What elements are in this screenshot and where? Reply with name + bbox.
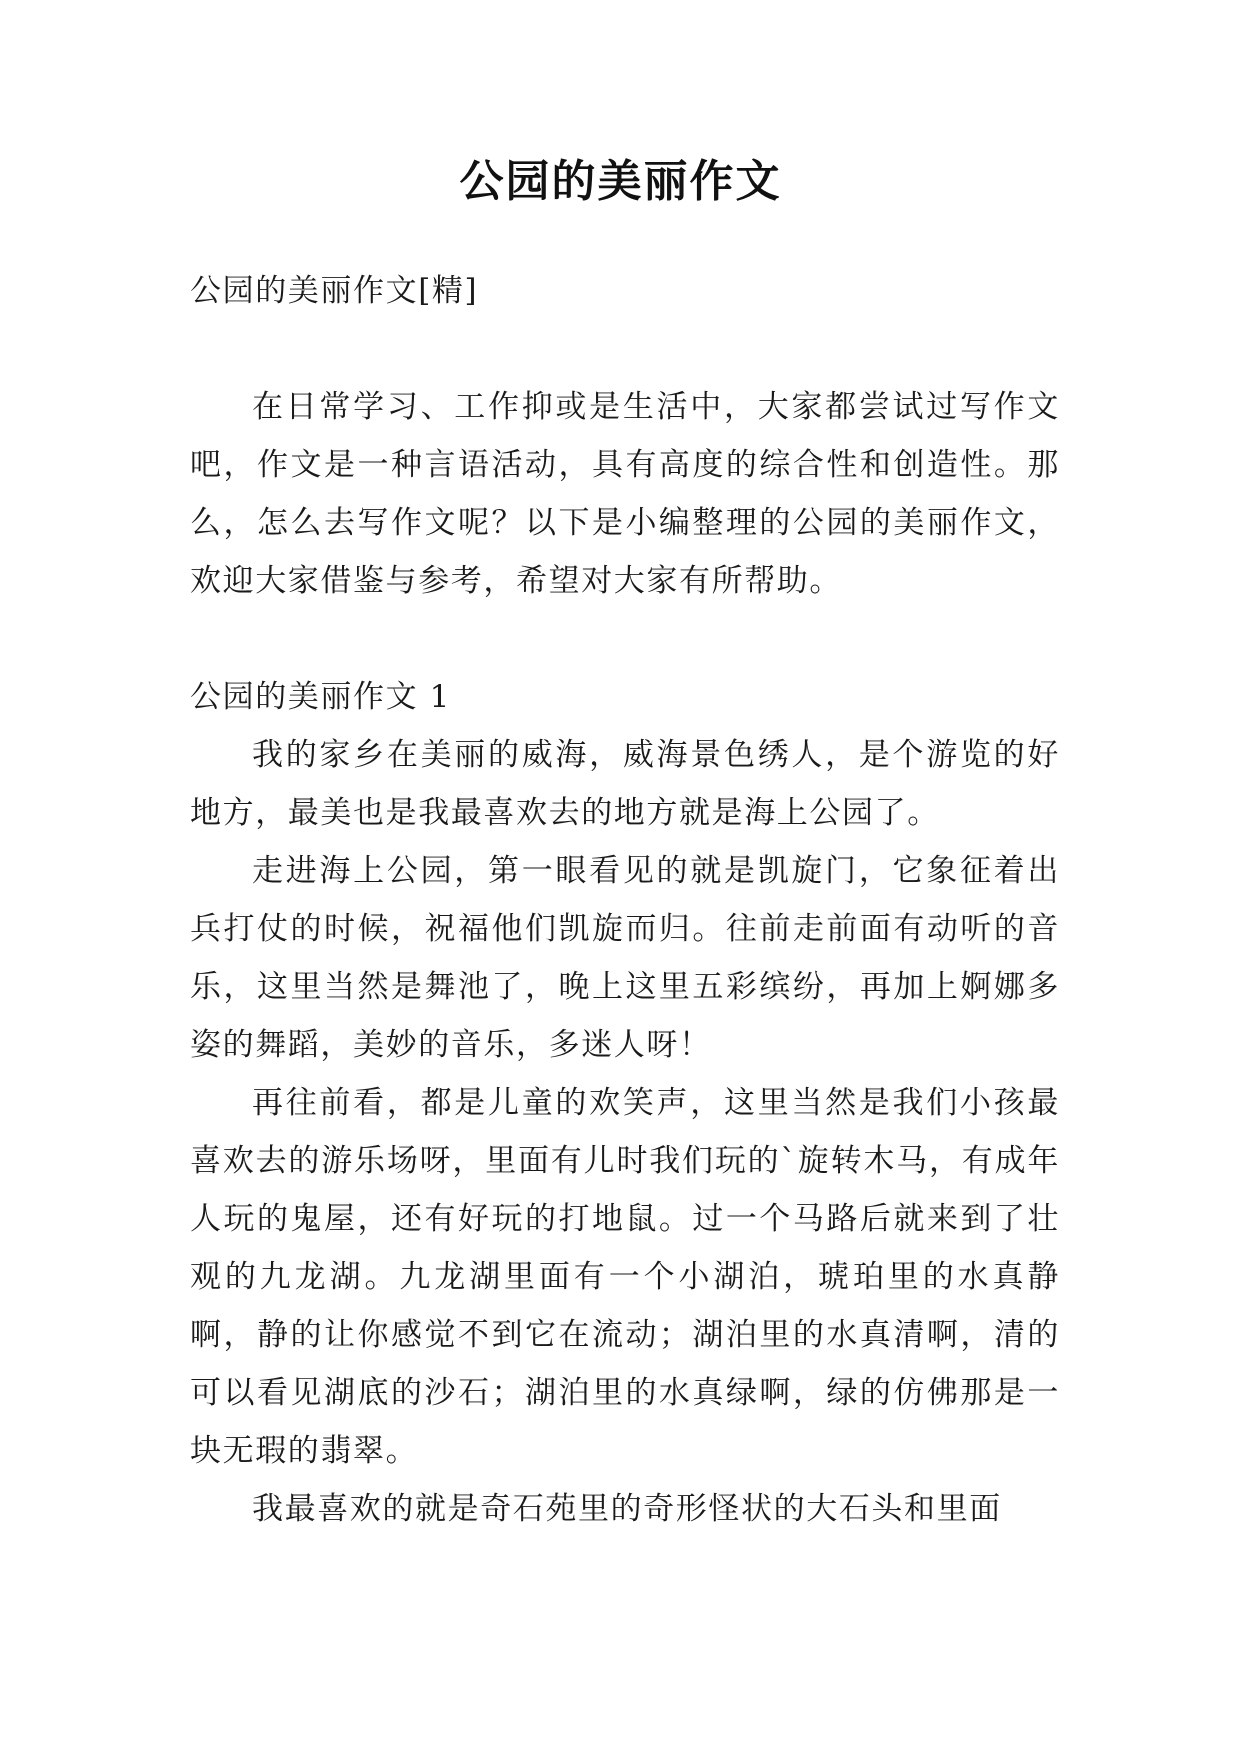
intro-paragraph: 在日常学习、工作抑或是生活中，大家都尝试过写作文吧，作文是一种言语活动，具有高度的综合性和创造性。那么，怎么去写作文呢？以下是小编整理的公园的美丽作文，欢迎大家借鉴与参考，希望对大家有所帮助。 [190, 389, 1060, 599]
body-paragraph-4: 我最喜欢的就是奇石苑里的奇形怪状的大石头和里面 [252, 1491, 1002, 1527]
body-paragraph-2: 走进海上公园，第一眼看见的就是凯旋门，它象征着出兵打仗的时候，祝福他们凯旋而归。往前走前面有动听的音乐，这里当然是舞池了，晚上这里五彩缤纷，再加上婀娜多姿的舞蹈，美妙的音乐，多迷人呀！ [190, 853, 1060, 1063]
document-title: 公园的美丽作文 [459, 156, 782, 207]
body-paragraph-3: 再往前看，都是儿童的欢笑声，这里当然是我们小孩最喜欢去的游乐场呀，里面有儿时我们玩的`旋转木马，有成年人玩的鬼屋，还有好玩的打地鼠。过一个马路后就来到了壮观的九龙湖。九龙湖里面有一个小湖泊，琥珀里的水真静啊，静的让你感觉不到它在流动；湖泊里的水真清啊，清的可以看见湖底的沙石；湖泊里的水真绿啊，绿的仿佛那是一块无瑕的翡翠。 [190, 1085, 1060, 1469]
document-body [190, 262, 1060, 1538]
document-subtitle: 公园的美丽作文[精] [190, 273, 479, 309]
section-heading: 公园的美丽作文 1 [190, 679, 451, 715]
body-paragraph-1: 我的家乡在美丽的威海，威海景色绣人，是个游览的好地方，最美也是我最喜欢去的地方就是海上公园了。 [190, 737, 1060, 831]
